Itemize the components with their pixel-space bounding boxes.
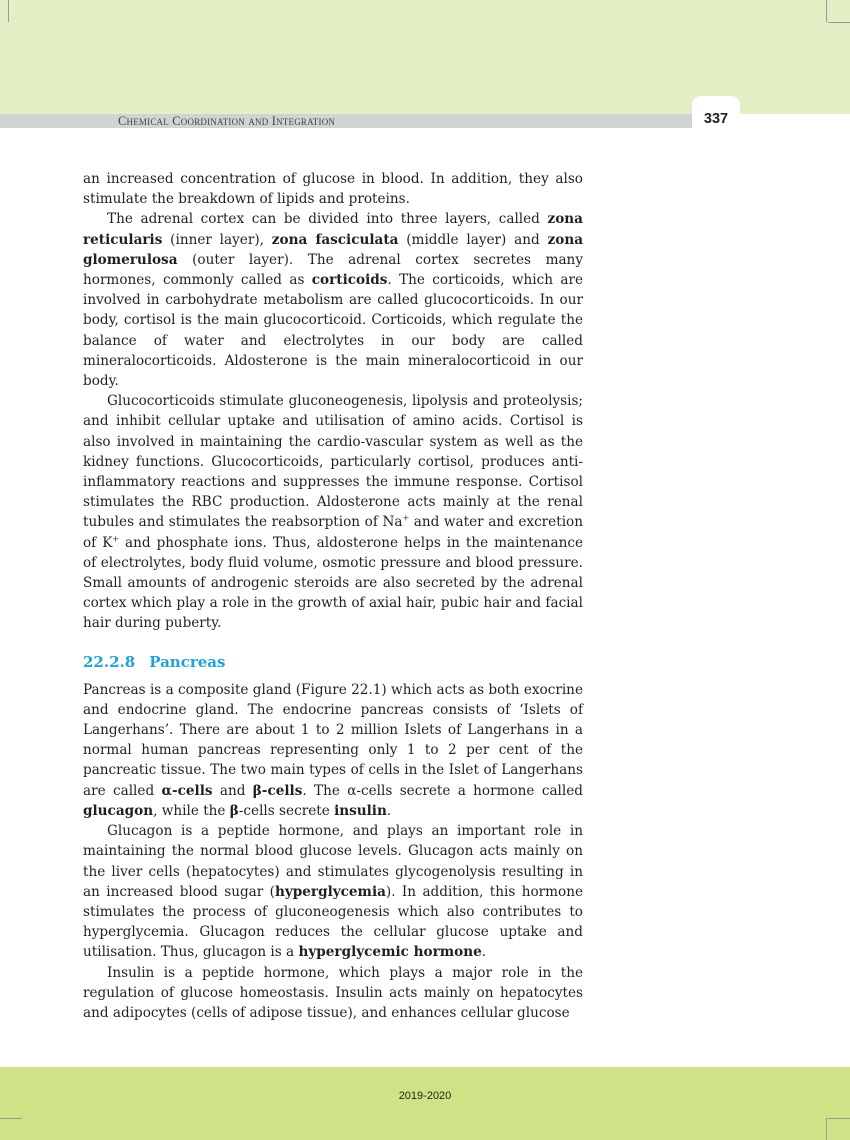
term-zona-fasciculata: zona fasciculata bbox=[271, 231, 399, 248]
bottom-color-band bbox=[0, 1067, 850, 1140]
paragraph: Insulin is a peptide hormone, which plays a major role in the regulation of glucose homeostasis. Insulin acts mainly on hepatocytes and adipocytes (cells of adipose tissue), and enhances cellular glucose bbox=[83, 964, 583, 1021]
running-header-bar bbox=[0, 114, 740, 128]
footer-year: 2019-2020 bbox=[398, 1090, 452, 1102]
term-hyperglycemia: hyperglycemia bbox=[274, 883, 386, 900]
term-beta-cells: β-cells bbox=[252, 782, 303, 799]
text-run: and phosphate ions. Thus, aldosterone helps in the maintenance of electrolytes, body fluid volume, osmotic pressure and blood pressure. Small amounts of androgenic steroids are also secreted by the adrenal cortex which play a role in the growth of axial hair, pubic hair and facial hair during puberty. bbox=[83, 534, 583, 632]
crop-mark-top-left bbox=[8, 0, 9, 22]
superscript-charge: + bbox=[112, 534, 120, 544]
crop-mark-bottom-right-horizontal bbox=[828, 1118, 850, 1119]
text-run: , while the bbox=[153, 802, 230, 819]
paragraph bbox=[83, 209, 583, 391]
term-corticoids: corticoids bbox=[311, 272, 388, 289]
body-text bbox=[83, 169, 583, 1023]
text-run: . The corticoids, which are involved in carbohydrate metabolism are called glucocorticoids. In our body, cortisol is the main glucocorticoid. Corticoids, which regulate the balance of water and electrolytes in our body are called mineralocorticoids. Aldosterone is the main mineralocorticoid in our body. bbox=[83, 272, 583, 390]
text-run: Glucagon is a peptide hormone, and plays an important role in maintaining the normal blood glucose levels. Glucagon acts mainly on the liver cells (hepatocytes) and stimulates glycogenolysis resulting in an increased blood sugar ( bbox=[83, 823, 583, 900]
crop-mark-top-right-vertical bbox=[826, 0, 827, 22]
paragraph bbox=[83, 391, 583, 633]
page-number: 337 bbox=[703, 111, 729, 127]
text-run: . The α-cells secrete a hormone called bbox=[302, 782, 583, 799]
term-hyperglycemic-hormone: hyperglycemic hormone bbox=[298, 944, 482, 961]
term-insulin: insulin bbox=[334, 802, 387, 819]
term-glucagon: glucagon bbox=[83, 802, 154, 819]
text-run: The adrenal cortex can be divided into three layers, called bbox=[107, 211, 548, 228]
superscript-charge: + bbox=[402, 513, 410, 523]
text-run: and water and excretion of K bbox=[83, 514, 583, 551]
term-alpha-cells: α-cells bbox=[161, 782, 213, 799]
paragraph bbox=[83, 680, 583, 821]
text-run: . bbox=[386, 802, 392, 819]
text-run: Pancreas is a composite gland (Figure 22.1) which acts as both exocrine and endocrine gland. The endocrine pancreas consists of ‘Islets of Langerhans’. There are about 1 to 2 million Islets of Langerhans in a normal human pancreas representing only 1 to 2 per cent of the pancreatic tissue. The two main types of cells in the Islet of Langerhans are called bbox=[83, 681, 583, 799]
term-beta: β bbox=[229, 802, 239, 819]
text-run: . bbox=[481, 944, 487, 961]
term-zona-glomerulosa: zona glomerulosa bbox=[83, 231, 584, 268]
text-run: and bbox=[212, 782, 253, 799]
section-number: 22.2.8 bbox=[83, 652, 136, 671]
paragraph bbox=[83, 821, 583, 962]
text-run: (outer layer). The adrenal cortex secretes many hormones, commonly called as bbox=[83, 251, 583, 289]
text-run: ). In addition, this hormone stimulates the process of gluconeogenesis which also contributes to hyperglycemia. Glucagon reduces the cellular glucose uptake and utilisation. Thus, glucagon is a bbox=[83, 883, 583, 961]
section-title: Pancreas bbox=[149, 652, 226, 671]
text-run: (middle layer) and bbox=[398, 231, 548, 248]
paragraph: an increased concentration of glucose in blood. In addition, they also stimulate the breakdown of lipids and proteins. bbox=[83, 171, 583, 208]
crop-mark-top-right-horizontal bbox=[828, 22, 850, 23]
term-zona-reticularis: zona reticularis bbox=[83, 211, 583, 248]
text-run: -cells secrete bbox=[238, 802, 335, 819]
text-run: Glucocorticoids stimulate gluconeogenesis, lipolysis and proteolysis; and inhibit cellular uptake and utilisation of amino acids. Cortisol is also involved in maintaining the cardio-vascular system as well as the kidney functions. Glucocorticoids, particularly cortisol, produces anti-inflammatory reactions and suppresses the immune response. Cortisol stimulates the RBC production. Aldosterone acts mainly at the renal tubules and stimulates the reabsorption of Na bbox=[83, 393, 583, 531]
crop-mark-bottom-right-vertical bbox=[826, 1118, 827, 1140]
text-run: (inner layer), bbox=[162, 231, 272, 248]
running-header-title: Chemical Coordination and Integration bbox=[118, 114, 336, 128]
crop-mark-bottom-left bbox=[0, 1118, 22, 1119]
section-heading bbox=[83, 652, 583, 672]
